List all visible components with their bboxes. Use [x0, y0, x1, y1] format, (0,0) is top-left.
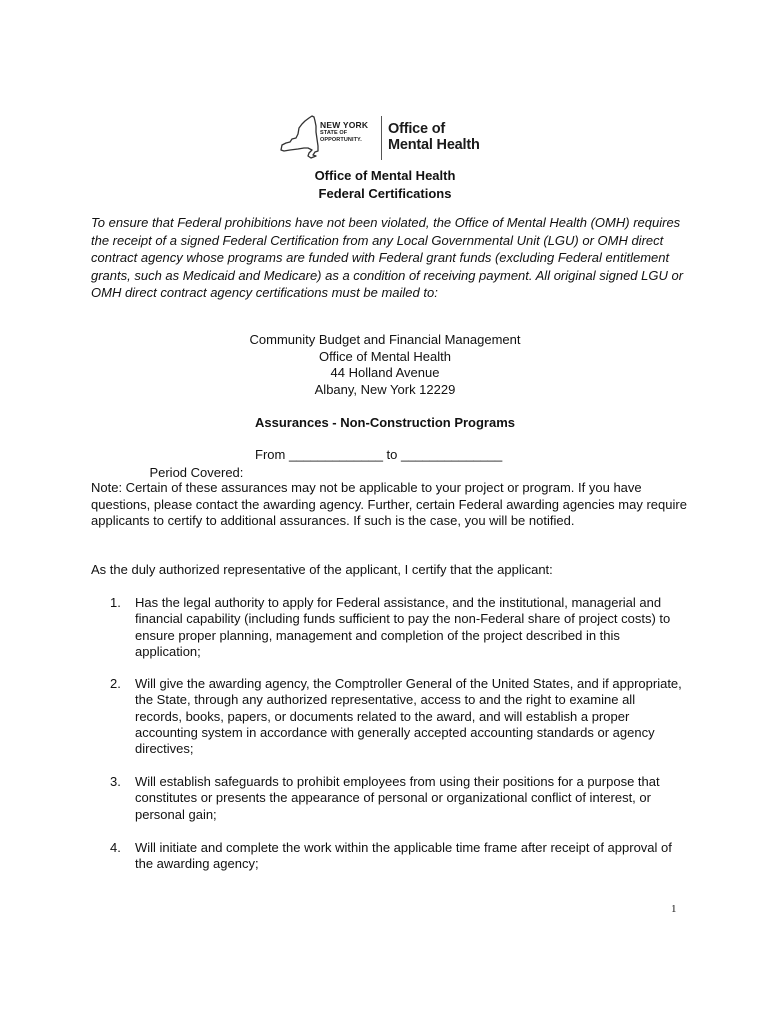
note-paragraph: Note: Certain of these assurances may not be applicable to your project or program. If you have questions, please contact the awarding agency. Further, certain Federal awarding agencies may require applicants to certify to additional assurances. If such is the case, you will be notified.	[91, 480, 687, 528]
omh-wordmark	[388, 121, 480, 153]
document-subtitle: Federal Certifications	[318, 186, 452, 201]
item-number: 4.	[110, 840, 121, 855]
period-label: Period Covered:	[149, 465, 244, 480]
omh-wordmark-line2: Mental Health	[388, 137, 480, 153]
omh-logo	[278, 112, 493, 164]
page-number: 1	[671, 903, 677, 915]
item-number: 2.	[110, 676, 121, 691]
period-range-field[interactable]: From _____________ to ______________	[255, 447, 503, 462]
item-number: 3.	[110, 774, 121, 789]
item-text: Will establish safeguards to prohibit employees from using their positions for a purpose that constitutes or presents the appearance of personal or organizational conflict of interest, or personal gain;	[135, 774, 660, 822]
item-text: Will give the awarding agency, the Comptroller General of the United States, and if appropriate, the State, through any authorized representative, access to and the right to examine all records, books, papers, or documents related to the award, and will establish a proper accounting system in accordance with generally accepted accounting standards or agency directives;	[135, 676, 682, 757]
certify-statement: As the duly authorized representative of the applicant, I certify that the applicant:	[91, 562, 553, 577]
ny-state-wordmark	[320, 121, 368, 143]
item-number: 1.	[110, 595, 121, 610]
omh-wordmark-line1: Office of	[388, 121, 446, 137]
address-line1: Community Budget and Financial Management	[249, 332, 521, 347]
item-text: Has the legal authority to apply for Federal assistance, and the institutional, managerial and financial capability (including funds sufficient to pay the non-Federal share of project costs) to ensure proper planning, management and completion of the project described in this application;	[135, 595, 671, 659]
ny-state-line1: NEW YORK	[320, 120, 369, 130]
document-title: Office of Mental Health	[314, 168, 456, 183]
address-line3: 44 Holland Avenue	[330, 365, 440, 380]
logo-divider	[381, 116, 382, 160]
intro-paragraph: To ensure that Federal prohibitions have not been violated, the Office of Mental Health (OMH) requires the receipt of a signed Federal Certification from any Local Governmental Unit (LGU) or OMH direct contract agency whose programs are funded with Federal grant funds (excluding Federal entitlement grants, such as Medicaid and Medicare) as a condition of receiving payment. All original signed LGU or OMH direct contract agency certifications must be mailed to:	[91, 215, 684, 300]
section-title: Assurances - Non-Construction Programs	[254, 415, 516, 430]
mailing-address	[0, 332, 770, 398]
address-line4: Albany, New York 12229	[314, 381, 456, 397]
ny-state-line2: STATE OF	[320, 130, 348, 136]
address-line2: Office of Mental Health	[319, 348, 451, 364]
ny-state-line3: OPPORTUNITY.	[320, 136, 362, 143]
item-text: Will initiate and complete the work within the applicable time frame after receipt of approval of the awarding agency;	[135, 840, 672, 872]
new-york-state-map-icon	[278, 112, 320, 162]
